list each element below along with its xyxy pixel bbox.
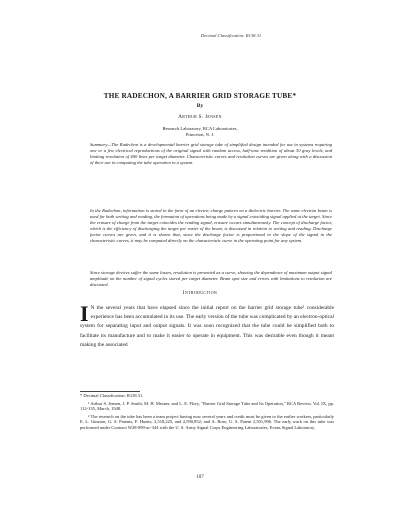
introduction-paragraph — [80, 301, 334, 350]
paper-title — [0, 92, 400, 100]
drop-cap: I — [80, 301, 89, 326]
introduction-text: N the several years that have elapsed since the initial report on the barrier grid storage tube¹ considerable experience has been accumulated in its use. The early version of the tube was complicated by an electron-optical system for separating input and output signals. It was soon recognized that the tube could be simplified both to facilitate its manufacture and to make it easier to operate in equipment. This was desirable even though it meant making the associated — [80, 305, 334, 348]
title-footnote-mark: * — [292, 92, 297, 100]
title-text: THE RADECHON, A BARRIER GRID STORAGE TUBE — [103, 92, 293, 100]
abstract-paragraph: Since storage devices suffer the same losses, resolution is presented as a curve, showing the dependence of maximum output signal amplitude on the number of signal cycles stored per target diameter. Beam spot size and errors with limitations to resolution are discussed. — [90, 270, 332, 287]
footnote: * Decimal Classification: R138.31. — [80, 393, 144, 398]
section-heading: Introduction — [182, 290, 218, 296]
footnote: ¹ Arthur S. Jensen, J. P. Smith, M. H. Mesner, and L. E. Flory, "Barrier Grid Storage Tube and Its Operation," RCA Review, Vol. IX, pp. 112-135, March, 1948. — [80, 400, 334, 412]
abstract-summary: Summary—The Radechon is a developmental barrier grid storage tube of simplified design intended for use in systems requiring one or a few electrical reproductions of the original signal with random access, half-tone rendition of about 30 gray levels, and limiting resolution of 400 lines per target diameter. Characteristic curves and resolution curves are given along with a discussion of their use in computing the tube operation in a system. — [90, 142, 332, 165]
page-number: 107 — [196, 475, 204, 480]
author-name: Arthur S. Jensen — [178, 114, 222, 120]
author-affiliation — [0, 126, 400, 137]
byline-by: By — [196, 103, 204, 109]
abstract-paragraph: In the Radechon, information is stored in the form of an electric charge pattern on a dielectric barrier. The same electron beam is used for both writing and reading, the formation of operations being made by a signal coinciding signal applied at the target. Since the erasure of charge from the target coincides the reading signal, erasure occurs simultaneously. The concept of discharge factor, which is the efficiency of discharging the target per raster of the beam, is discussed in relation to writing and reading. Discharge factor curves are given, and it is shown that, since the discharge factor is proportional to the slope of the signal in the characteristic curves, it may be computed directly on the characteristic curve in the operating point for any system. — [90, 208, 332, 243]
footnote: ² The research on the tube has been a team project having now several years and credit must be given to the earlier workers, particularly E. L. Ginzton, G. S. Patents, F. Huetts, 2,518,225, and 2,590,852; and A. Rose, U. S. Patent 2,501,996. The early work on this tube was performed under Contract W28-099-ac-344 with the U. S. Army Signal Corps Engineering Laboratories, Evans Signal Laboratory. — [80, 413, 334, 430]
affiliation-line: Research Laboratory, RCA Laboratories, — [162, 126, 238, 131]
decimal-classification: Decimal Classification: R138.31 — [200, 33, 262, 38]
footnote-rule — [80, 391, 140, 392]
footnotes — [80, 393, 334, 433]
affiliation-line: Princeton, N. J. — [185, 131, 215, 137]
